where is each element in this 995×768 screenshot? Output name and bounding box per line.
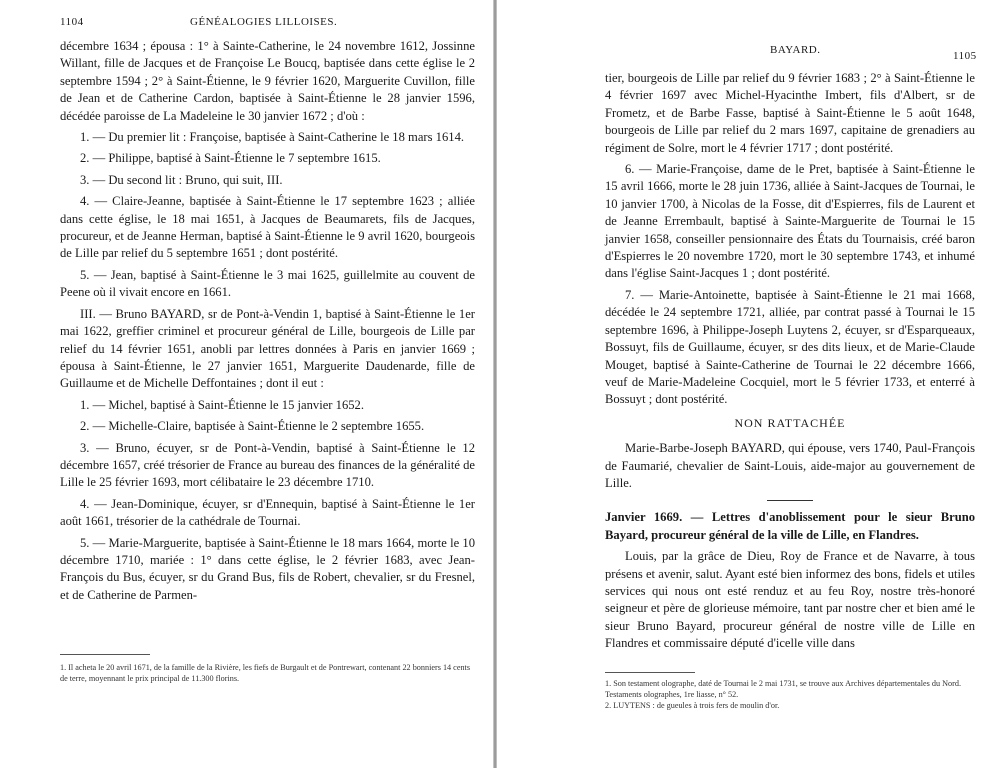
- left-paragraph: 2. — Philippe, baptisé à Saint-Étienne le 7 septembre 1615.: [80, 151, 381, 166]
- left-page-number: 1104: [60, 16, 84, 28]
- left-paragraph: 1. — Du premier lit : Françoise, baptisée à Saint-Catherine le 18 mars 1614.: [80, 130, 465, 145]
- right-footnote: 2. LUYTENS : de gueules à trois fers de moulin d'or.: [605, 701, 780, 710]
- left-body: [60, 38, 475, 608]
- right-paragraph: 7. — Marie-Antoinette, baptisée à Saint-Étienne le 21 mai 1668, décédée le 24 septembre 1721, alliée, par contrat passé à Tournai le 15 septembre 1696, à Philippe-Joseph Luytens 2, écuyer, sr d'Esparqueaux, Bossuyt, fils de Guillaume, écuyer, sr des dits lieux, et de Marie-Claude Mouget, baptisé à Sainte-Catherine de Tournai le 22 décembre 1666, veuf de Marie-Madeleine Cocquiel, mort le 5 février 1733, et enterré à Bossuyt ; dont postérité.: [605, 287, 975, 407]
- left-paragraph: 4. — Jean-Dominique, écuyer, sr d'Ennequin, baptisé à Saint-Étienne le 1er août 1661, trésorier de la cathédrale de Tournai.: [60, 496, 475, 529]
- left-paragraph: 4. — Claire-Jeanne, baptisée à Saint-Étienne le 17 septembre 1623 ; alliée dans cette église, le 18 mai 1651, à Jacques de Beaumarets, fils de Jacques, procureur, et de Jeanne Herman, baptisé à Saint-Étienne le 9 avril 1620, bourgeois de Lille par relief du 5 septembre 1651 ; dont postérité.: [60, 194, 475, 261]
- left-footnote: 1. Il acheta le 20 avril 1671, de la famille de la Rivière, les fiefs de Burgault et de Pontrewart, contenant 22 bonniers 14 cents de terre, moyennant le prix principal de 11.300 florins.: [60, 663, 471, 683]
- book-gutter: [493, 0, 497, 768]
- left-paragraph: 3. — Bruno, écuyer, sr de Pont-à-Vendin, baptisé à Saint-Étienne le 12 décembre 1657, créé trésorier de France au bureau des finances de la généralité de Lille le 25 février 1693, mort célibataire le 23 décembre 1710.: [60, 440, 475, 490]
- left-running-head: GÉNÉALOGIES LILLOISES.: [190, 16, 338, 28]
- charter-text: Louis, par la grâce de Dieu, Roy de France et de Navarre, à tous présens et avenir, salut. Ayant esté bien informez des bons, fidels et utiles services qui nous ont esté renduz et au feu Roy, nostre très-honoré seigneur et père de glorieuse mémoire, tant par nostre cher et bien amé le sieur Bruno Bayard, procureur général de nostre ville de Lille en Flandres et commissaire député d'icelle ville dans: [605, 549, 975, 651]
- left-footnote-rule: [60, 654, 150, 655]
- right-paragraph: 6. — Marie-Françoise, dame de le Pret, baptisée à Saint-Étienne le 15 avril 1666, morte le 28 juin 1736, alliée à Saint-Jacques de Tournai, le 10 janvier 1700, à Nicolas de la Fosse, dit d'Espierres, fils de Laurent et de Jeanne Errembault, baptisé à Sainte-Marguerite de Tournai le 15 janvier 1658, conseiller pensionnaire des États du Tournaisis, créé baron d'Espierres le 20 novembre 1720, mort le 30 septembre 1743, et inhumé dans l'église Saint-Jacques 1 ; dont postérité.: [605, 162, 975, 281]
- left-paragraph: 5. — Marie-Marguerite, baptisée à Saint-Étienne le 18 mars 1664, morte le 10 décembre 1710, mariée : 1° dans cette église, le 2 février 1683, avec Jean-François du Bus, écuyer, sr du Grand Bus, fils de Robert, chevalier, sr du Fresnel, et de Catherine de Parmen-: [60, 535, 475, 602]
- section-title: NON RATTACHÉE: [734, 415, 846, 430]
- right-body: [605, 70, 975, 657]
- right-page: [500, 0, 995, 768]
- left-paragraph: 1. — Michel, baptisé à Saint-Étienne le 15 janvier 1652.: [80, 397, 364, 412]
- left-paragraph: 3. — Du second lit : Bruno, qui suit, III.: [80, 172, 283, 187]
- left-paragraph: 2. — Michelle-Claire, baptisée à Saint-Étienne le 2 septembre 1655.: [80, 419, 425, 434]
- left-paragraph: 5. — Jean, baptisé à Saint-Étienne le 3 mai 1625, guillelmite au couvent de Peene où il vivait encore en 1661.: [60, 267, 475, 300]
- right-paragraph: tier, bourgeois de Lille par relief du 9 février 1683 ; 2° à Saint-Étienne le 4 février 1697 avec Michel-Hyacinthe Imbert, fils d'Albert, sr de Frometz, et de Barbe Fasse, baptisé à Saint-Étienne le 5 août 1648, bourgeois de Lille par relief du 2 mars 1697, capitaine de grenadiers au régiment de Solre, mort le 4 février 1717 ; dont postérité.: [605, 71, 975, 155]
- left-paragraph: III. — Bruno BAYARD, sr de Pont-à-Vendin 1, baptisé à Saint-Étienne le 1er mai 1622, greffier criminel et procureur général de Lille, bourgeois de Lille par relief du 14 février 1651, anobli par lettres données à Paris en janvier 1669 ; épousa à Saint-Étienne, le 27 janvier 1651, Marguerite Daudenarde, fille de Guillaume et de Michelle Deffontaines ; dont il eut :: [60, 306, 475, 391]
- section-paragraph: Marie-Barbe-Joseph BAYARD, qui épouse, vers 1740, Paul-François de Faumarié, chevalier de Saint-Louis, aide-major au gouvernement de Lille.: [605, 441, 975, 490]
- section-separator: [767, 500, 813, 501]
- right-running-head: BAYARD.: [770, 44, 821, 56]
- charter-heading: Janvier 1669. — Lettres d'anoblissement pour le sieur Bruno Bayard, procureur général de la ville de Lille, en Flandres.: [605, 510, 975, 542]
- right-page-number: 1105: [953, 50, 977, 62]
- right-footnote-rule: [605, 672, 695, 673]
- left-paragraph: décembre 1634 ; épousa : 1° à Sainte-Catherine, le 24 novembre 1612, Jossinne Willant, fille de Jacques et de Françoise Le Boucq, baptisée dans cette église le 2 septembre 1594 ; 2° à Saint-Étienne, le 9 février 1620, Marguerite Cuvillon, fille de Jean et de Catherine Cardon, baptisée à Saint-Étienne le 28 janvier 1596, décédée paroisse de La Madeleine le 30 janvier 1672 ; d'où :: [60, 39, 475, 123]
- left-page: [0, 0, 490, 768]
- right-footnote: 1. Son testament olographe, daté de Tournai le 2 mai 1731, se trouve aux Archives départementales du Nord. Testaments olographes, 1re liasse, n° 52.: [605, 679, 962, 699]
- right-footnotes: [605, 678, 975, 711]
